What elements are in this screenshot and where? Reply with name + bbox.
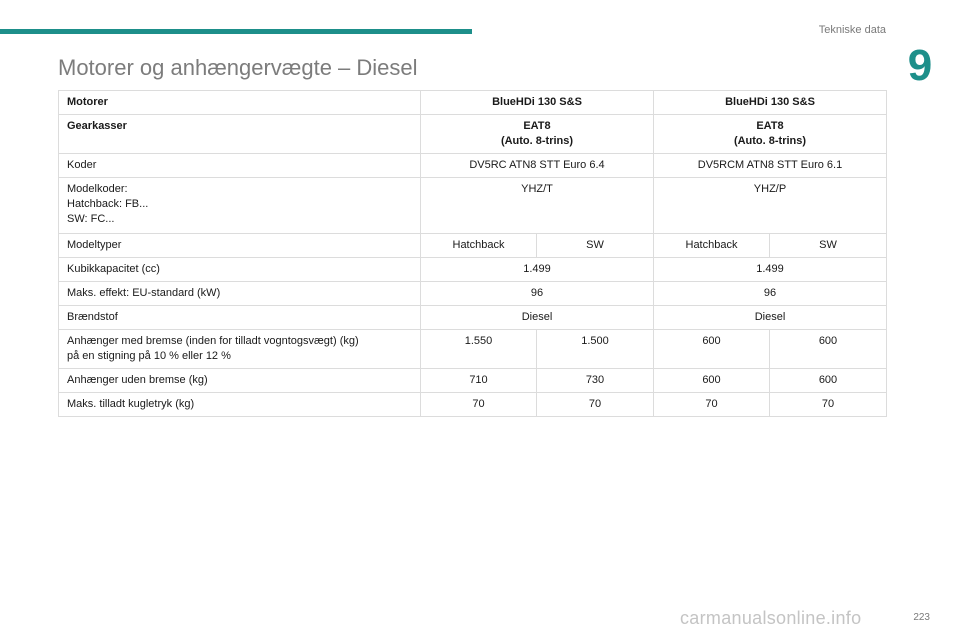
cell-value: EAT8 (Auto. 8-trins) [654,115,887,154]
row-label: Anhænger uden bremse (kg) [59,369,421,393]
cell-value: 96 [421,282,654,306]
table-row [59,154,887,178]
cell-value: 1.499 [654,258,887,282]
cell-value: 70 [654,393,770,417]
table-row [59,234,887,258]
row-label: Maks. effekt: EU-standard (kW) [59,282,421,306]
cell-value: 96 [654,282,887,306]
cell-value: 1.500 [537,330,654,369]
watermark-text: carmanualsonline.info [680,608,862,628]
cell-value: 70 [537,393,654,417]
cell-value: YHZ/P [654,178,887,234]
row-label: Maks. tilladt kugletryk (kg) [59,393,421,417]
cell-value: DV5RC ATN8 STT Euro 6.4 [421,154,654,178]
row-label: Modelkoder: Hatchback: FB... SW: FC... [59,178,421,234]
cell-value: BlueHDi 130 S&S [654,91,887,115]
cell-value: 1.550 [421,330,537,369]
row-label: Kubikkapacitet (cc) [59,258,421,282]
row-label: Motorer [59,91,421,115]
table-row [59,115,887,154]
cell-value: SW [770,234,887,258]
cell-value: 600 [654,369,770,393]
cell-value: 710 [421,369,537,393]
table-row [59,393,887,417]
cell-value: 70 [421,393,537,417]
cell-value: 1.499 [421,258,654,282]
table-row [59,282,887,306]
cell-value: 600 [654,330,770,369]
section-name: Tekniske data [818,24,886,36]
cell-value: YHZ/T [421,178,654,234]
table-row [59,258,887,282]
page-title: Motorer og anhængervægte – Diesel [58,55,418,80]
chapter-number: 9 [907,41,933,90]
table-row [59,369,887,393]
engine-spec-table [58,90,887,417]
cell-value: SW [537,234,654,258]
cell-value: DV5RCM ATN8 STT Euro 6.1 [654,154,887,178]
cell-value: EAT8 (Auto. 8-trins) [421,115,654,154]
table-row [59,91,887,115]
row-label: Modeltyper [59,234,421,258]
cell-value: 730 [537,369,654,393]
cell-value: Diesel [421,306,654,330]
page-number: 223 [913,612,930,623]
table-row [59,306,887,330]
row-label: Koder [59,154,421,178]
cell-value: Hatchback [421,234,537,258]
cell-value: 600 [770,330,887,369]
row-label: Brændstof [59,306,421,330]
cell-value: Diesel [654,306,887,330]
row-label: Anhænger med bremse (inden for tilladt vogntogsvægt) (kg) på en stigning på 10 % eller 12 % [59,330,421,369]
cell-value: 70 [770,393,887,417]
cell-value: BlueHDi 130 S&S [421,91,654,115]
cell-value: 600 [770,369,887,393]
cell-value: Hatchback [654,234,770,258]
row-label: Gearkasser [59,115,421,154]
header-accent-bar [0,29,472,34]
table-row [59,178,887,234]
table-row [59,330,887,369]
